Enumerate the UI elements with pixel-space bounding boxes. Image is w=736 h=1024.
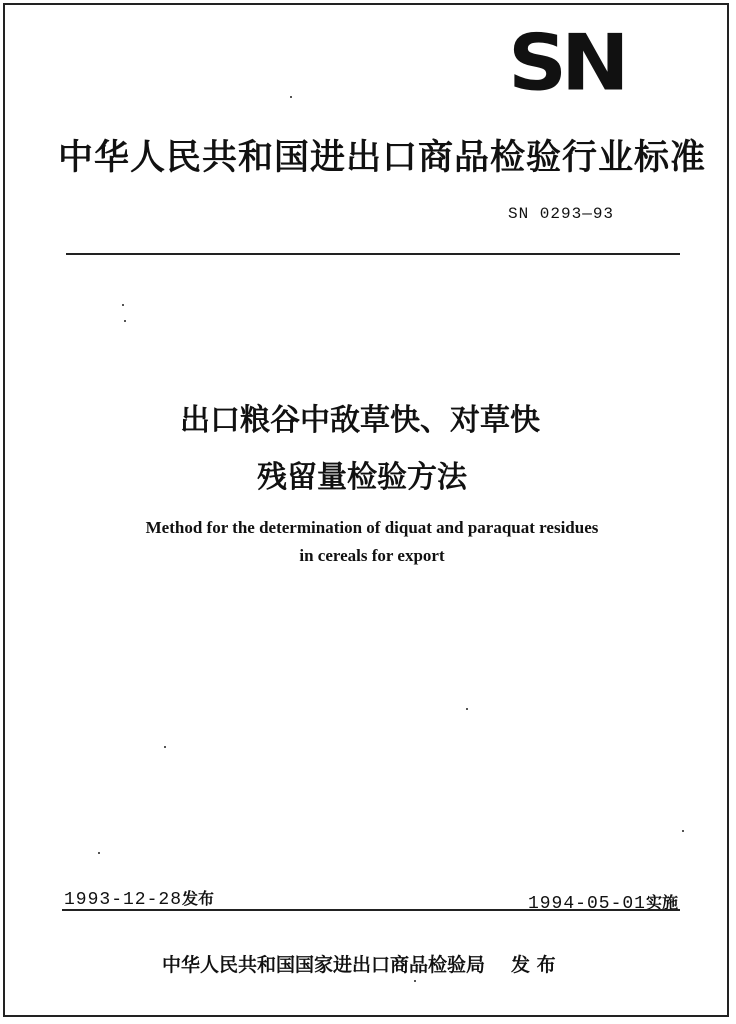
standard-category-title: 中华人民共和国进出口商品检验行业标准 <box>58 138 707 178</box>
english-title-line-2: in cereals for export <box>299 546 445 565</box>
issue-date-block <box>64 886 214 910</box>
chinese-title-line-2: 残留量检验方法 <box>257 460 467 495</box>
scan-speck <box>124 320 126 322</box>
scan-speck <box>290 96 292 98</box>
issue-date: 1993-12-28 <box>64 890 183 910</box>
standard-code: SN 0293—93 <box>508 205 615 223</box>
scan-speck <box>164 746 166 748</box>
sn-logo: SN <box>508 18 624 109</box>
header-divider <box>66 253 680 255</box>
footer-divider <box>62 909 680 911</box>
publish-label: 发 布 <box>511 954 556 976</box>
implement-label: 实施 <box>645 893 678 912</box>
issuer-name: 中华人民共和国国家进出口商品检验局 <box>162 954 486 976</box>
issuer-line <box>162 950 556 977</box>
issue-label: 发布 <box>182 889 215 908</box>
scan-speck <box>466 708 468 710</box>
implement-date: 1994-05-01 <box>527 894 646 914</box>
scan-speck <box>682 830 684 832</box>
scan-speck <box>98 852 100 854</box>
scan-speck <box>122 304 124 306</box>
scan-speck <box>414 980 416 982</box>
english-title-line-1: Method for the determination of diquat and paraquat residues <box>145 518 599 537</box>
chinese-title-line-1: 出口粮谷中敌草快、对草快 <box>180 403 540 438</box>
